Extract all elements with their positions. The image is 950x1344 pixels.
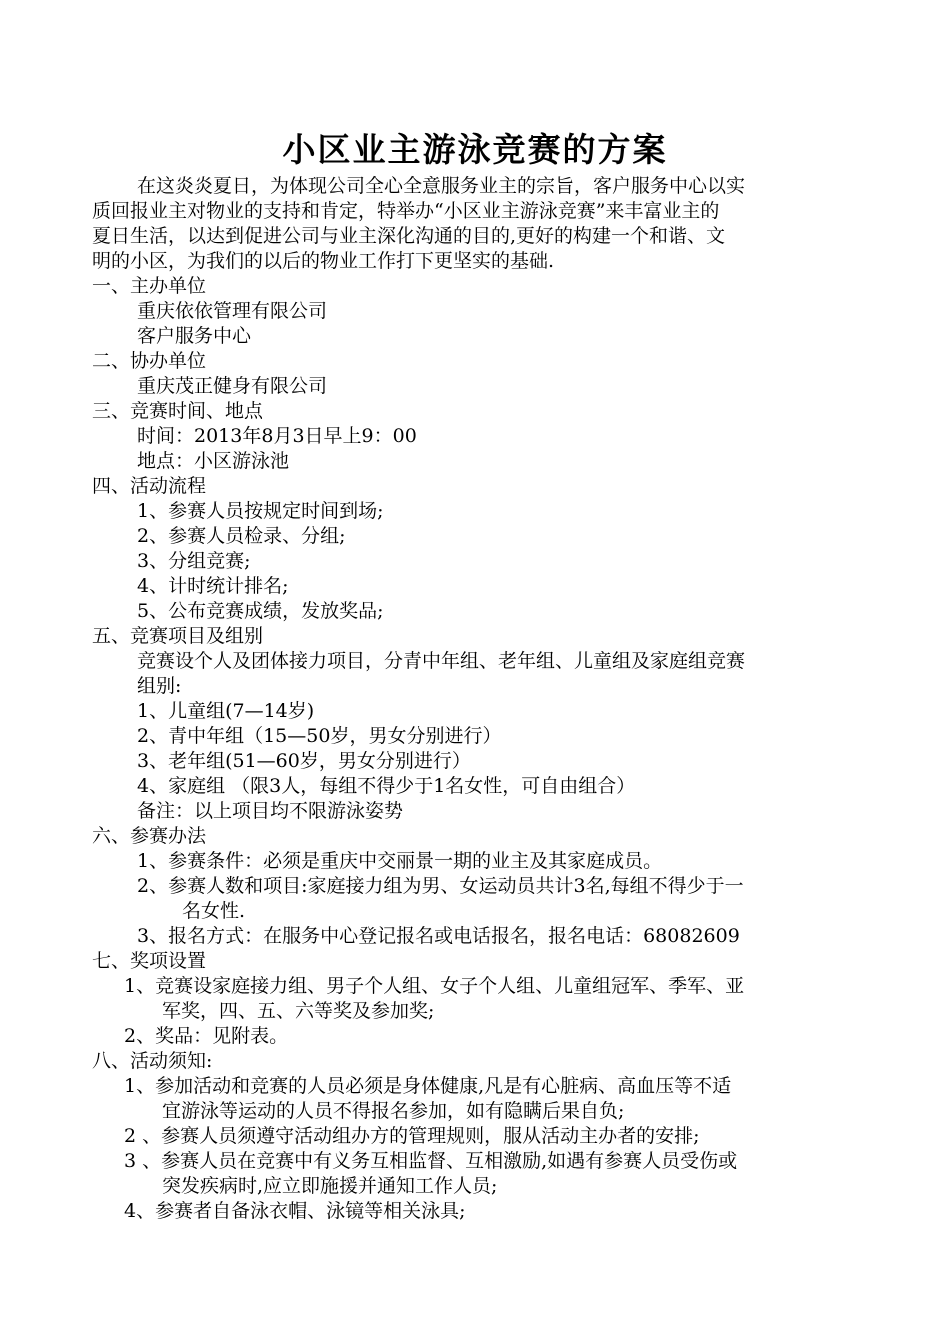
section-heading-notice: 八、活动须知:	[92, 1050, 213, 1072]
participation-item: 3、报名方式：在服务中心登记报名或电话报名，报名电话：68082609	[137, 925, 740, 947]
participation-item: 1、参赛条件：必须是重庆中交丽景一期的业主及其家庭成员。	[137, 850, 663, 872]
awards-item-continued: 军奖，四、五、六等奖及参加奖;	[162, 1000, 435, 1022]
intro-line: 在这炎炎夏日，为体现公司全心全意服务业主的宗旨，客户服务中心以实	[137, 175, 746, 197]
events-item: 2、青中年组（15—50岁，男女分别进行）	[137, 725, 502, 747]
events-note: 备注：以上项目均不限游泳姿势	[137, 800, 404, 822]
participation-item: 2、参赛人数和项目:家庭接力组为男、女运动员共计3名,每组不得少于一	[137, 875, 744, 897]
notice-item: 3 、参赛人员在竞赛中有义务互相监督、互相激励,如遇有参赛人员受伤或	[124, 1150, 738, 1172]
section-heading-events: 五、竞赛项目及组别	[92, 625, 264, 647]
participation-item-continued: 名女性.	[182, 900, 246, 922]
process-item: 4、计时统计排名;	[137, 575, 289, 597]
events-item: 3、老年组(51—60岁，男女分别进行）	[137, 750, 471, 772]
events-text: 竞赛设个人及团体接力项目，分青中年组、老年组、儿童组及家庭组竞赛	[137, 650, 746, 672]
process-item: 5、公布竞赛成绩，发放奖品;	[137, 600, 384, 622]
intro-line: 明的小区，为我们的以后的物业工作打下更坚实的基础.	[92, 250, 555, 272]
time-line: 时间：2013年8月3日早上9：00	[137, 425, 417, 447]
section-heading-process: 四、活动流程	[92, 475, 207, 497]
section-heading-participation: 六、参赛办法	[92, 825, 207, 847]
intro-line: 夏日生活，以达到促进公司与业主深化沟通的目的,更好的构建一个和谐、文	[92, 225, 726, 247]
awards-item: 2、奖品：见附表。	[124, 1025, 289, 1047]
section-heading-co-organizer: 二、协办单位	[92, 350, 207, 372]
events-item: 1、儿童组(7—14岁)	[137, 700, 315, 722]
notice-item: 1、参加活动和竞赛的人员必须是身体健康,凡是有心脏病、高血压等不适	[124, 1075, 732, 1097]
section-heading-time-place: 三、竞赛时间、地点	[92, 400, 264, 422]
awards-item: 1、竞赛设家庭接力组、男子个人组、女子个人组、儿童组冠军、季军、亚	[124, 975, 745, 997]
co-organizer-item: 重庆茂正健身有限公司	[137, 375, 328, 397]
document-title: 小区业主游泳竞赛的方案	[282, 130, 668, 169]
organizer-item: 客户服务中心	[137, 325, 252, 347]
process-item: 3、分组竞赛;	[137, 550, 251, 572]
process-item: 1、参赛人员按规定时间到场;	[137, 500, 384, 522]
events-text: 组别:	[137, 675, 182, 697]
notice-item-continued: 宜游泳等运动的人员不得报名参加，如有隐瞒后果自负;	[162, 1100, 625, 1122]
events-item: 4、家庭组 （限3人，每组不得少于1名女性，可自由组合）	[137, 775, 636, 797]
notice-item: 2 、参赛人员须遵守活动组办方的管理规则，服从活动主办者的安排;	[124, 1125, 700, 1147]
section-heading-organizer: 一、主办单位	[92, 275, 207, 297]
notice-item-continued: 突发疾病时,应立即施援并通知工作人员;	[162, 1175, 498, 1197]
process-item: 2、参赛人员检录、分组;	[137, 525, 346, 547]
place-line: 地点：小区游泳池	[137, 450, 290, 472]
organizer-item: 重庆依依管理有限公司	[137, 300, 328, 322]
intro-line: 质回报业主对物业的支持和肯定，特举办“小区业主游泳竞赛”来丰富业主的	[92, 200, 720, 222]
section-heading-awards: 七、奖项设置	[92, 950, 207, 972]
notice-item: 4、参赛者自备泳衣帽、泳镜等相关泳具;	[124, 1200, 466, 1222]
